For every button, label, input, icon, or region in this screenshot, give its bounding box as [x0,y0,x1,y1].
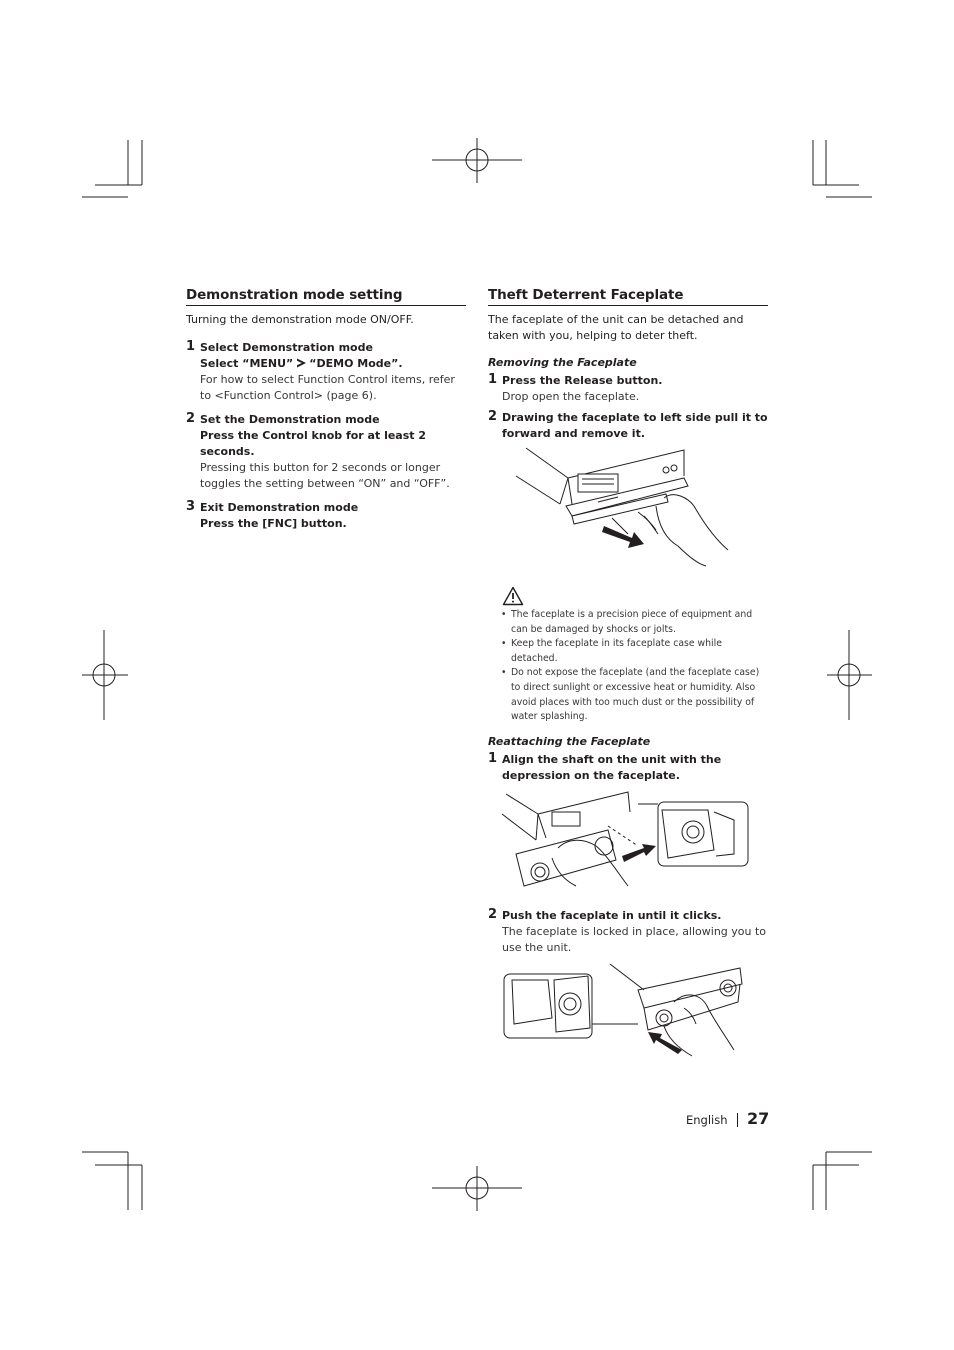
step-title: Align the shaft on the unit with the depression on the faceplate. [502,752,722,782]
caution-item: • Do not expose the faceplate (and the faceplate case) to direct sunlight or excessive heat or humidity. Also avoid places with too much dust or the possibility of water splashing. [488,666,768,724]
language-label: English [686,1113,728,1127]
reattach-step-2 [488,908,768,956]
caution-item: • The faceplate is a precision piece of equipment and can be damaged by shocks or jolts. [488,608,768,637]
demo-step-1 [186,340,466,404]
reattaching-faceplate-illustration [488,790,768,900]
step-title: Press the Release button. [502,374,663,387]
step-number: 2 [488,906,498,922]
step-number: 1 [488,372,498,387]
step-instruction: Press the [FNC] button. [200,517,347,530]
caution-item: • Keep the faceplate in its faceplate case while detached. [488,637,768,666]
step-instruction: Press the Control knob for at least 2 seconds. [200,429,427,458]
removing-faceplate-illustration [488,446,768,576]
caution-list [488,608,768,725]
step-title: Select Demonstration mode [200,341,373,354]
step-instruction [200,356,466,372]
chevron-right-icon [296,358,307,368]
step-description: The faceplate is locked in place, allowing you to use the unit. [502,924,767,954]
step-title: Set the Demonstration mode [200,413,380,426]
step-number: 3 [186,499,196,514]
page-number: 27 [747,1109,770,1128]
step-title: Drawing the faceplate to left side pull it to forward and remove it. [502,411,768,440]
locking-faceplate-illustration [488,964,768,1064]
page-footer [686,1109,768,1133]
step-description: Drop open the faceplate. [502,390,640,403]
reattaching-heading: Reattaching the Faceplate [488,734,651,748]
remove-step-2 [488,410,768,442]
step-number: 1 [186,339,196,354]
menu-label: Select “MENU” [200,357,294,370]
demo-step-3 [186,500,466,532]
faceplate-section [488,287,768,1064]
step-description: Pressing this button for 2 seconds or longer toggles the setting between “ON” and “OFF”. [200,461,450,490]
removing-heading: Removing the Faceplate [488,356,637,369]
demonstration-intro: Turning the demonstration mode ON/OFF. [186,313,414,326]
remove-step-1 [488,373,768,405]
demo-mode-label: “DEMO Mode”. [309,357,403,370]
section-title-demonstration: Demonstration mode setting [186,287,466,306]
step-number: 1 [488,750,498,766]
step-title: Exit Demonstration mode [200,501,359,514]
step-number: 2 [186,411,196,426]
section-title-faceplate: Theft Deterrent Faceplate [488,287,768,306]
demo-step-2 [186,412,466,492]
demonstration-section [186,287,466,532]
step-title: Push the faceplate in until it clicks. [502,908,722,922]
step-number: 2 [488,409,498,424]
faceplate-intro: The faceplate of the unit can be detached and taken with you, helping to deter theft. [488,313,744,342]
step-description: For how to select Function Control items, refer to <Function Control> (page 6). [200,373,455,402]
footer-divider [737,1113,738,1127]
reattach-step-1 [488,752,768,784]
caution-warning-icon [502,586,524,606]
